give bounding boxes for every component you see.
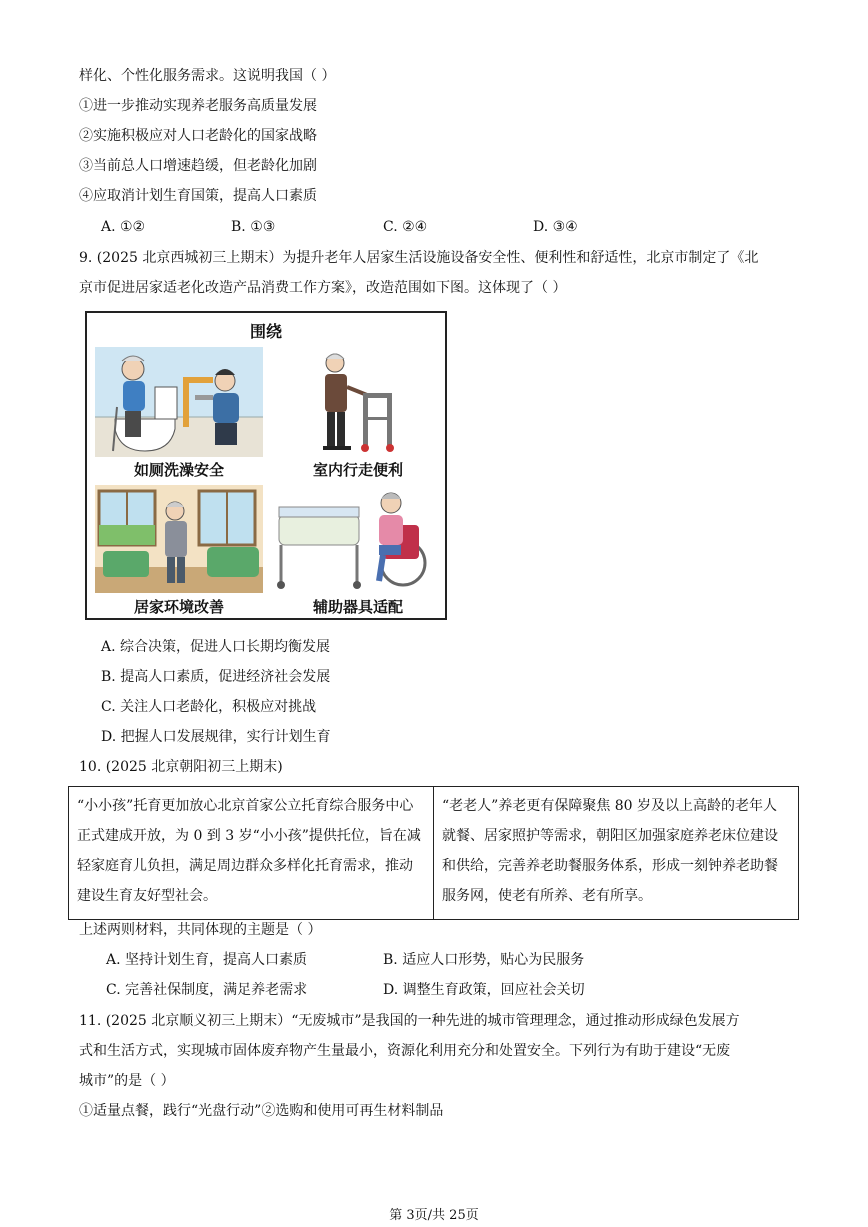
q9-option-d: D. 把握人口发展规律，实行计划生育: [101, 729, 331, 745]
q11-stem-line3: 城市”的是（ ）: [79, 1073, 175, 1089]
q9-option-a: A. 综合决策，促进人口长期均衡发展: [101, 639, 331, 655]
q10-option-a: A. 坚持计划生育，提高人口素质: [106, 952, 308, 968]
figure-title: 围绕: [249, 322, 282, 341]
caption-indoor-walking: 室内行走便利: [312, 461, 403, 479]
q8-statement-3: ③当前总人口增速趋缓，但老龄化加剧: [79, 158, 317, 174]
q8-option-d: D. ③④: [533, 219, 578, 235]
toilet-bath-illustration: [95, 347, 263, 457]
q11-stem-line1: 11. (2025 北京顺义初三上期末）“无废城市”是我国的一种先进的城市管理理念，通过推动形成绿色发展方: [79, 1013, 740, 1029]
q9-stem-line2: 京市促进居家适老化改造产品消费工作方案》，改造范围如下图。这体现了（ ）: [79, 280, 567, 296]
q8-statement-4: ④应取消计划生育国策，提高人口素质: [79, 188, 317, 204]
q8-option-a: A. ①②: [101, 219, 146, 235]
q8-stem-tail: 样化、个性化服务需求。这说明我国（ ）: [79, 68, 336, 84]
walker-illustration: [275, 347, 441, 457]
q11-statements: ①适量点餐，践行“光盘行动”②选购和使用可再生材料制品: [79, 1103, 444, 1119]
q9-stem-line1: 9. (2025 北京西城初三上期末）为提升老年人居家生活设施设备安全性、便利性和舒适性，北京市制定了《北: [79, 250, 759, 266]
assistive-device-illustration: [275, 485, 441, 593]
q10-material-right: “老老人”养老更有保障聚焦 80 岁及以上高龄的老年人就餐、居家照护等需求，朝阳区加强家庭养老床位建设和供给，完善养老助餐服务体系，形成一刻钟养老助餐服务网，使老有所养、老有所享。: [434, 787, 799, 920]
q10-materials-table: [68, 786, 799, 920]
q11-stem-line2: 式和生活方式，实现城市固体废弃物产生量最小，资源化利用充分和处置安全。下列行为有助于建设“无废: [79, 1043, 731, 1059]
q9-figure: [85, 311, 447, 620]
q10-option-d: D. 调整生育政策，回应社会关切: [383, 982, 585, 998]
q10-stem: 10. (2025 北京朝阳初三上期末): [79, 759, 283, 775]
q8-option-c: C. ②④: [383, 219, 428, 235]
q8-statement-2: ②实施积极应对人口老龄化的国家战略: [79, 128, 317, 144]
q8-statement-1: ①进一步推动实现养老服务高质量发展: [79, 98, 317, 114]
q9-option-c: C. 关注人口老龄化，积极应对挑战: [101, 699, 317, 715]
caption-assistive-devices: 辅助器具适配: [312, 598, 403, 616]
q10-material-left: “小小孩”托育更加放心北京首家公立托育综合服务中心正式建成开放，为 0 到 3 岁“小小孩”提供托位，旨在减轻家庭育儿负担，满足周边群众多样化托育需求，推动建设生育友好型社会。: [69, 787, 434, 920]
caption-toilet-bath: 如厕洗澡安全: [133, 461, 224, 479]
q10-option-b: B. 适应人口形势，贴心为民服务: [383, 952, 585, 968]
q10-question: 上述两则材料，共同体现的主题是（ ）: [79, 922, 322, 938]
page-footer: 第 3页/共 25页: [389, 1208, 479, 1223]
q8-option-b: B. ①③: [231, 219, 276, 235]
q10-option-c: C. 完善社保制度，满足养老需求: [106, 982, 308, 998]
q9-option-b: B. 提高人口素质，促进经济社会发展: [101, 669, 331, 685]
caption-home-environment: 居家环境改善: [133, 598, 224, 616]
home-environment-illustration: [95, 485, 263, 593]
